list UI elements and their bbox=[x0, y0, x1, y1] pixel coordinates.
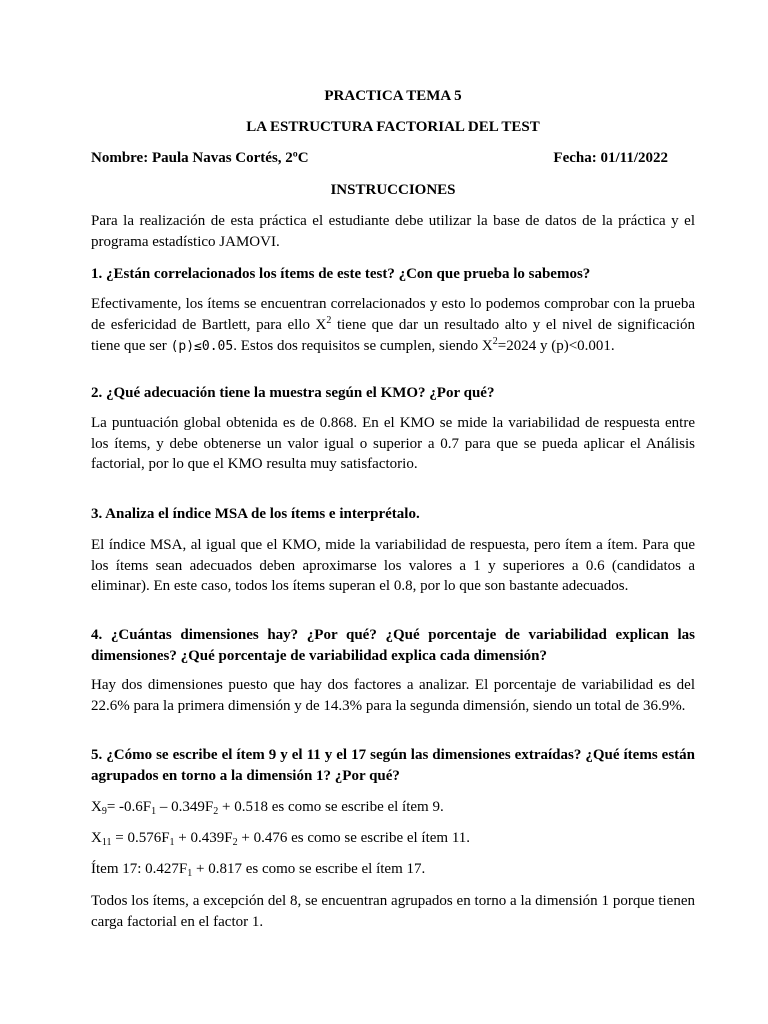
significance-code: (p)≤0.05 bbox=[170, 339, 234, 354]
equation-item-9: $X_9= -0.6F_1 - 0.349F_2 + 0.518$ es como se escribe el ítem 9. bbox=[91, 799, 444, 817]
document-date: Fecha: 01/11/2022 bbox=[553, 150, 668, 166]
answer-1: Efectivamente, los ítems se encuentran correlacionados y esto lo podemos comprobar con la prueba de esfericidad de Bartlett, para ello $X^2$ tiene que dar un resultado alto y el nivel de significación tiene que ser (p)≤0.05. Estos dos requisitos se cumplen, siendo $X^2=2024$ y (p)<0.001. bbox=[91, 296, 696, 354]
question-5: 5. ¿Cómo se escribe el ítem 9 y el 11 y el 17 según las dimensiones extraídas? ¿Qué ítems están agrupados en torno a la dimensión 1? ¿Por qué? bbox=[91, 747, 695, 784]
author-date-row bbox=[91, 148, 695, 169]
question-1: 1. ¿Están correlacionados los ítems de este test? ¿Con que prueba lo sabemos? bbox=[91, 266, 591, 282]
question-3: 3. Analiza el índice MSA de los ítems e interprétalo. bbox=[91, 506, 420, 522]
answer-2: La puntuación global obtenida es de 0.868. En el KMO se mide la variabilidad de respuesta entre los ítems, y debe obtenerse un valor igual o superior a 0.7 para que se pueda aplicar el Análisis factorial, por lo que el KMO resulta muy satisfactorio. bbox=[91, 415, 695, 472]
instructions-heading: INSTRUCCIONES bbox=[330, 182, 456, 198]
equation-item-17: Ítem 17: $0.427F_1 + 0.817$ es como se escribe el ítem 17. bbox=[91, 861, 426, 879]
document-subtitle: LA ESTRUCTURA FACTORIAL DEL TEST bbox=[246, 119, 540, 135]
equation-item-11: $X_{11} = 0.576F_1 + 0.439F_2 + 0.476$ es como se escribe el ítem 11. bbox=[91, 830, 471, 848]
question-4: 4. ¿Cuántas dimensiones hay? ¿Por qué? ¿Qué porcentaje de variabilidad explican las dimensiones? ¿Qué porcentaje de variabilidad explica cada dimensión? bbox=[91, 627, 695, 664]
intro-paragraph: Para la realización de esta práctica el estudiante debe utilizar la base de datos de la práctica y el programa estadístico JAMOVI. bbox=[91, 213, 695, 250]
question-2: 2. ¿Qué adecuación tiene la muestra según el KMO? ¿Por qué? bbox=[91, 385, 495, 401]
author-name: Nombre: Paula Navas Cortés, 2ºC bbox=[91, 150, 309, 166]
document-title: PRACTICA TEMA 5 bbox=[324, 88, 462, 104]
answer-3: El índice MSA, al igual que el KMO, mide la variabilidad de respuesta, pero ítem a ítem. Para que los ítems sean adecuados deben aproximarse los valores a 1 y superiores a 0.6 (candidatos a eliminar). En este caso, todos los ítems superan el 0.8, por lo que son bastante adecuados. bbox=[91, 537, 695, 594]
answer-5: Todos los ítems, a excepción del 8, se encuentran agrupados en torno a la dimensión 1 porque tienen carga factorial en el factor 1. bbox=[91, 893, 695, 930]
answer-4: Hay dos dimensiones puesto que hay dos factores a analizar. El porcentaje de variabilidad es del 22.6% para la primera dimensión y de 14.3% para la segunda dimensión, siendo un total de 36.9%. bbox=[91, 677, 695, 714]
